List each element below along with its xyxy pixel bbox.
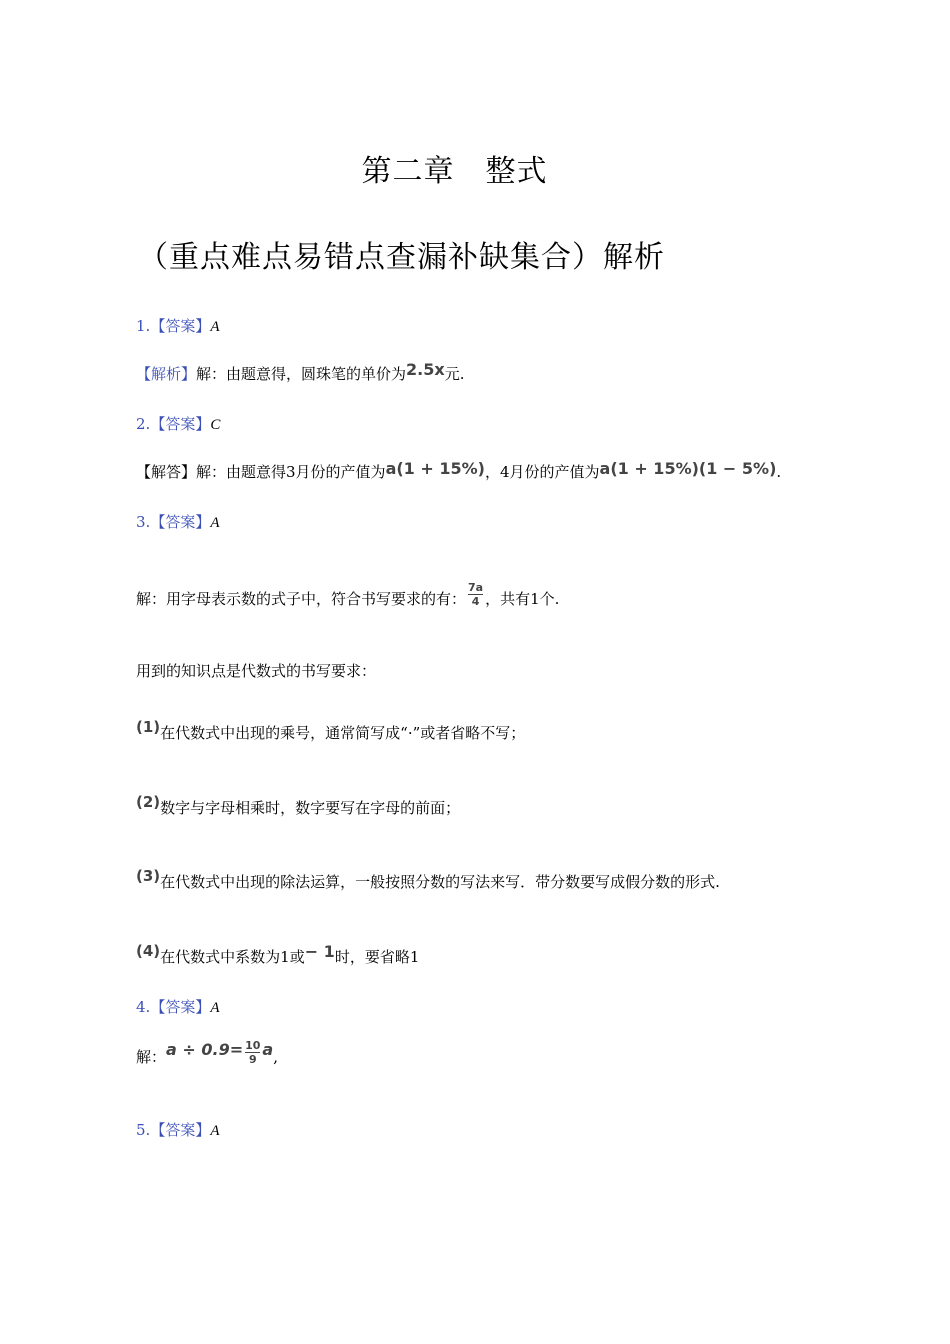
q2-text-b: . bbox=[776, 463, 782, 481]
q3-knowledge-point: 用到的知识点是代数式的书写要求： bbox=[136, 662, 377, 680]
q2-math-a: a(1 + 15%) bbox=[385, 459, 485, 478]
q1-analysis-tag: 【解析】 bbox=[136, 365, 197, 383]
q2-answer: C bbox=[210, 417, 221, 433]
answer-tag: 【答案】 bbox=[150, 317, 211, 335]
q5-answer-line bbox=[136, 1120, 220, 1141]
rule-text: 在代数式中出现的乘号，通常简写成“·”或者省略不写； bbox=[160, 724, 526, 742]
q1-text-b: 元. bbox=[444, 365, 465, 383]
q4-math-b: a bbox=[262, 1040, 274, 1059]
q3-answer-line bbox=[136, 512, 220, 533]
q4-solution-line bbox=[136, 1040, 278, 1074]
rule-text-a: 在代数式中系数为1或 bbox=[160, 948, 305, 966]
q2-number: 2. bbox=[136, 415, 151, 433]
rule-label: (1) bbox=[136, 718, 161, 736]
rule-label: (4) bbox=[136, 942, 161, 960]
q2-answer-line bbox=[136, 414, 220, 435]
page-title: 第二章 整式 bbox=[361, 154, 548, 189]
q3-frac-numerator: 7a bbox=[468, 580, 484, 594]
q3-rule-2 bbox=[136, 793, 461, 818]
q3-fraction bbox=[468, 581, 483, 608]
q3-solution-line bbox=[136, 582, 559, 616]
q4-math: a ÷ 0.9= bbox=[166, 1040, 244, 1059]
q4-number: 4. bbox=[136, 998, 151, 1016]
q3-frac-denominator: 4 bbox=[471, 594, 480, 608]
q2-analysis-tag: 【解答】 bbox=[136, 463, 197, 481]
q3-number: 3. bbox=[136, 513, 151, 531]
q5-answer: A bbox=[210, 1123, 220, 1139]
q3-sol-a: 解：用字母表示数的式子中，符合书写要求的有： bbox=[136, 590, 467, 608]
rule-text: 数字与字母相乘时，数字要写在字母的前面； bbox=[160, 799, 461, 817]
q1-analysis-line bbox=[136, 360, 465, 384]
q1-answer: A bbox=[210, 319, 220, 335]
q4-sol-a: 解： bbox=[136, 1048, 167, 1066]
q3-rule-3 bbox=[136, 867, 720, 892]
q3-sol-b: ，共有1个. bbox=[485, 590, 560, 608]
q1-answer-line bbox=[136, 316, 220, 337]
q4-frac-denominator: 9 bbox=[248, 1052, 257, 1066]
answer-tag: 【答案】 bbox=[150, 513, 211, 531]
q2-text-a: 解：由题意得3月份的产值为 bbox=[196, 463, 386, 481]
q3-rule-4 bbox=[136, 942, 420, 967]
answer-tag: 【答案】 bbox=[150, 1121, 211, 1139]
answer-tag: 【答案】 bbox=[150, 415, 211, 433]
rule-math: − 1 bbox=[304, 942, 335, 961]
q4-frac-numerator: 10 bbox=[245, 1038, 261, 1052]
q3-rule-1 bbox=[136, 718, 526, 743]
q1-math: 2.5x bbox=[406, 360, 445, 379]
q4-sol-b: , bbox=[273, 1048, 278, 1066]
rule-label: (2) bbox=[136, 793, 161, 811]
rule-text: 在代数式中出现的除法运算，一般按照分数的写法来写．带分数要写成假分数的形式. bbox=[160, 873, 720, 891]
q4-fraction bbox=[245, 1039, 260, 1066]
rule-label: (3) bbox=[136, 867, 161, 885]
q1-text-a: 解：由题意得，圆珠笔的单价为 bbox=[196, 365, 407, 383]
rule-text-b: 时，要省略1 bbox=[334, 948, 420, 966]
q2-analysis-line bbox=[136, 459, 782, 482]
q3-answer: A bbox=[210, 515, 220, 531]
q2-text-mid: ，4月份的产值为 bbox=[484, 463, 600, 481]
q4-answer-line bbox=[136, 997, 220, 1018]
q4-answer: A bbox=[210, 1000, 220, 1016]
page-subtitle: （重点难点易错点查漏补缺集合）解析 bbox=[138, 240, 665, 275]
q1-number: 1. bbox=[136, 317, 151, 335]
q5-number: 5. bbox=[136, 1121, 151, 1139]
answer-tag: 【答案】 bbox=[150, 998, 211, 1016]
q2-math-b: a(1 + 15%)(1 − 5%) bbox=[599, 459, 777, 478]
